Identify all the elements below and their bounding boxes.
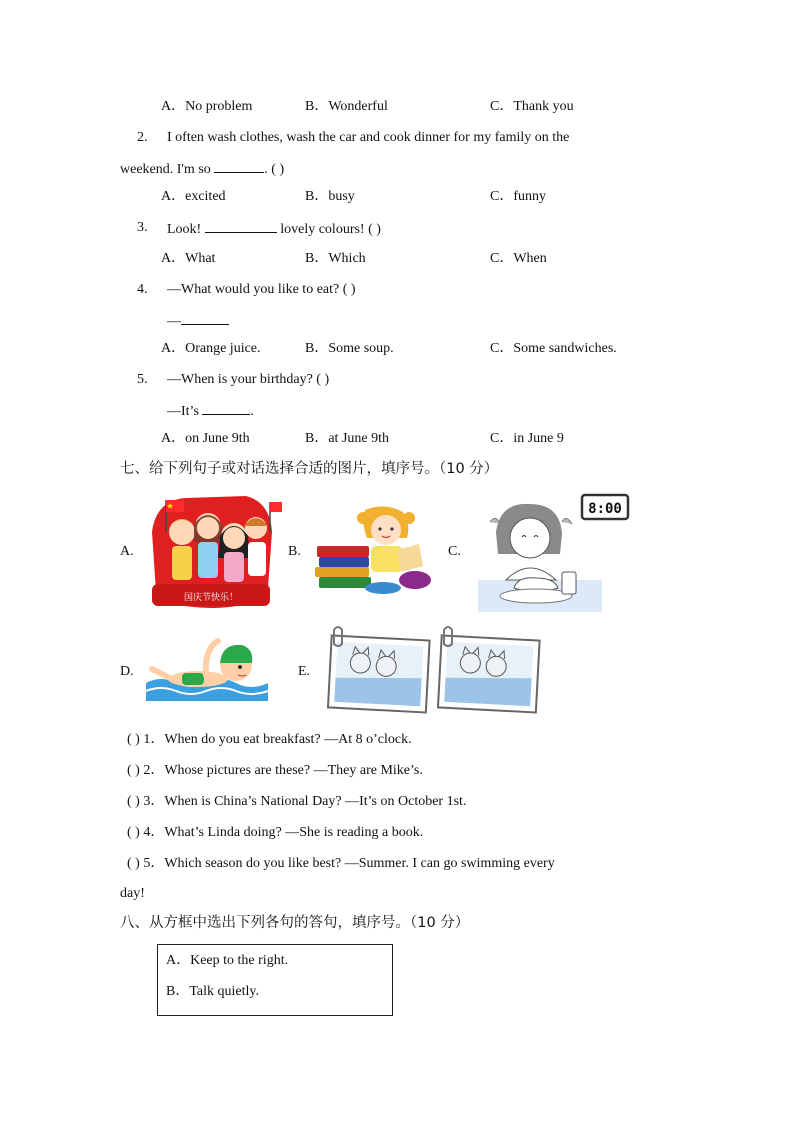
q4-option-c: C．Some sandwiches. <box>490 341 617 356</box>
q5-blank[interactable] <box>202 401 250 415</box>
q1-option-a: A．No problem <box>161 99 253 114</box>
girl-reading-picture <box>313 504 441 598</box>
q1-option-c: C．Thank you <box>490 99 574 114</box>
section-7-title: 七、给下列句子或对话选择合适的图片，填序号。（10 分） <box>120 461 499 477</box>
q4-blank[interactable] <box>181 311 229 325</box>
q2-blank[interactable] <box>214 159 264 173</box>
q3-number: 3. <box>137 220 148 235</box>
q3-text-post: lovely colours! ( ) <box>276 222 381 237</box>
q1-option-b: B．Wonderful <box>305 99 388 114</box>
clock-time: 8:00 <box>588 501 622 517</box>
q2-option-a: A．excited <box>161 189 226 204</box>
q2-number: 2. <box>137 130 148 145</box>
pic-label-b: B. <box>288 544 301 559</box>
answer-box <box>157 944 393 1016</box>
s7-sentence-5: ( ) 5．Which season do you like best? —Summer. I can go swimming every <box>127 856 555 871</box>
q5-option-c: C．in June 9 <box>490 431 564 446</box>
pic-label-e: E. <box>298 664 311 679</box>
q4-number: 4. <box>137 282 148 297</box>
q5-answer-pre: —It’s <box>167 404 203 419</box>
q4-question: —What would you like to eat? ( ) <box>167 282 356 297</box>
q4-option-a: A．Orange juice. <box>161 341 261 356</box>
q3-option-c: C．When <box>490 251 547 266</box>
q5-option-a: A．on June 9th <box>161 431 250 446</box>
q5-question: —When is your birthday? ( ) <box>167 372 330 387</box>
q2-option-b: B．busy <box>305 189 355 204</box>
box-option-a: A．Keep to the right. <box>166 953 289 968</box>
box-option-b: B．Talk quietly. <box>166 984 259 999</box>
q2-option-c: C．funny <box>490 189 546 204</box>
s7-sentence-2: ( ) 2．Whose pictures are these? —They are Mike’s. <box>127 763 423 778</box>
q3-text-pre: Look! <box>167 222 205 237</box>
q5-answer-post: . <box>250 404 254 419</box>
q3-option-a: A．What <box>161 251 216 266</box>
q5-number: 5. <box>137 372 148 387</box>
q2-text-line2 <box>120 159 284 179</box>
q2-text-post: . ( ) <box>264 162 285 177</box>
cat-photos-picture <box>324 624 544 716</box>
q4-answer-dash: — <box>167 314 181 329</box>
s7-sentence-3: ( ) 3．When is China’s National Day? —It’s on October 1st. <box>127 794 467 809</box>
q5-option-b: B．at June 9th <box>305 431 389 446</box>
pic-label-a: A. <box>120 544 134 559</box>
q3-option-b: B．Which <box>305 251 366 266</box>
q4-option-b: B．Some soup. <box>305 341 394 356</box>
q5-answer-line <box>167 401 254 421</box>
boy-swimming-picture <box>146 635 268 705</box>
girl-breakfast-picture <box>476 492 630 614</box>
s7-sentence-1: ( ) 1．When do you eat breakfast? —At 8 o’clock. <box>127 732 412 747</box>
pic-label-c: C. <box>448 544 461 559</box>
s7-sentence-5-wrap: day! <box>120 886 145 901</box>
section-8-title: 八、从方框中选出下列各句的答句，填序号。（10 分） <box>120 915 470 931</box>
q3-blank[interactable] <box>205 219 277 233</box>
s7-sentence-4: ( ) 4．What’s Linda doing? —She is reading a book. <box>127 825 424 840</box>
q2-text-pre: weekend. I'm so <box>120 162 215 177</box>
banner-text: 国庆节快乐！ <box>183 593 239 603</box>
national-day-kids-picture <box>146 492 282 612</box>
q4-answer-line <box>167 311 229 331</box>
q2-text-line1: I often wash clothes, wash the car and cook dinner for my family on the <box>167 130 570 145</box>
pic-label-d: D. <box>120 664 134 679</box>
q3-text <box>167 219 381 239</box>
